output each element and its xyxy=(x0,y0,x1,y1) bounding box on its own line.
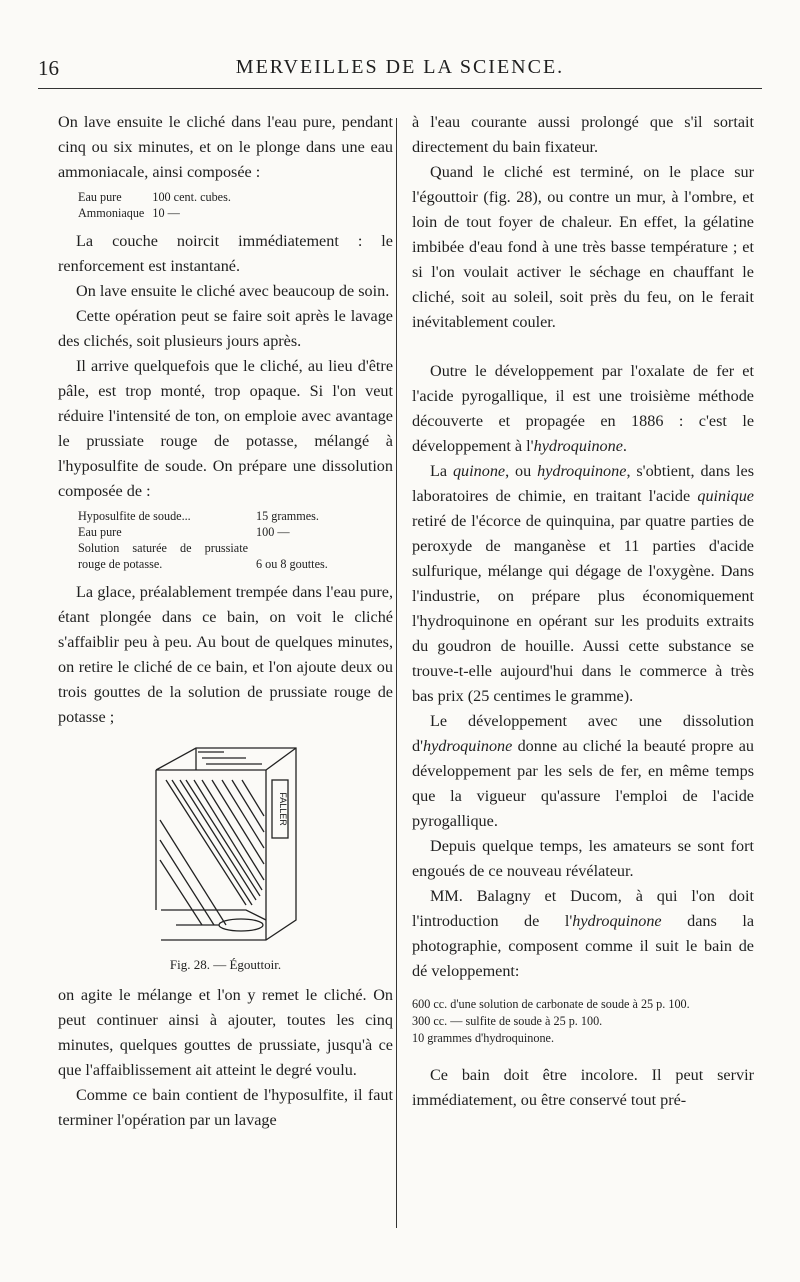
header-rule xyxy=(38,88,762,89)
paragraph: Cette opération peut se faire soit après le lavage des clichés, soit plusieurs jours après. xyxy=(58,307,393,350)
text-run: La xyxy=(430,462,453,480)
paragraph: Depuis quelque temps, les amateurs se sont fort engoués de ce nouveau révélateur. xyxy=(412,837,754,880)
paragraph: à l'eau courante aussi prolongé que s'il sortait directement du bain fixateur. xyxy=(412,113,754,156)
text-run: Outre le développement par l'oxalate de fer et l'acide pyrogallique, il est une troisième méthode découverte et propagée en 1886 : c'est le développement à l' xyxy=(412,362,754,455)
text-run: MM. Balagny et Ducom, à qui l'on doit l'introduction de l' xyxy=(412,887,754,930)
running-title: MERVEILLES DE LA SCIENCE. xyxy=(235,56,565,78)
recipe-ingredient: Eau pure xyxy=(78,190,122,204)
recipe-quantity: 6 ou 8 gouttes. xyxy=(256,557,328,571)
paragraph: La glace, préalablement trempée dans l'eau pure, étant plongée dans ce bain, on voit le cliché s'affaiblir peu à peu. Au bout de quelques minutes, on retire le cliché de ce bain, et l'on ajoute deux ou trois gouttes de la solution de prussiate rouge de potasse ; xyxy=(58,583,393,726)
text-run: dans la photographie, composent comme il suit le bain de dé veloppement: xyxy=(412,912,755,980)
recipe-ingredient: Eau pure xyxy=(78,525,122,539)
recipe-quantity: 15 grammes. xyxy=(256,509,319,523)
paragraph: Comme ce bain contient de l'hyposulfite, il faut terminer l'opération par un lavage xyxy=(58,1086,393,1129)
text-run: , s'obtient, dans les laboratoires de chimie, en traitant l'acide xyxy=(412,462,754,505)
recipe-quantity: 100 cent. cubes. xyxy=(152,190,231,204)
figure-caption: Fig. 28. — Égouttoir. xyxy=(169,957,282,972)
recipe-row xyxy=(78,508,328,524)
paragraph xyxy=(412,359,754,459)
paragraph xyxy=(412,884,754,984)
italic-term: quinone xyxy=(452,462,506,480)
text-run: , ou xyxy=(505,462,538,480)
recipe-quantity: 10 — xyxy=(152,206,180,220)
paragraph: Quand le cliché est terminé, on le place sur l'égouttoir (fig. 28), ou contre un mur, à l'ombre, et loin de tout foyer de chaleur. En effet, la gélatine imbibée d'eau fond à une très basse température ; et si l'on voulait activer le séchage en chauffant le cliché, soit au soleil, soit près du feu, on le ferait inévitablement couler. xyxy=(412,163,754,331)
paragraph: On lave ensuite le cliché dans l'eau pure, pendant cinq ou six minutes, et on le plonge dans une eau ammoniacale, ainsi composée : xyxy=(58,113,393,181)
recipe-row xyxy=(78,189,231,205)
left-column xyxy=(58,110,393,1133)
recipe-ingredient: Solution saturée de prussiate rouge de potasse. xyxy=(78,541,248,571)
paragraph: On lave ensuite le cliché avec beaucoup de soin. xyxy=(76,282,390,300)
column-divider xyxy=(396,118,397,1228)
formula-line: 10 grammes d'hydroquinone. xyxy=(412,1031,554,1045)
recipe-ingredient: Ammoniaque xyxy=(78,206,145,220)
paragraph: on agite le mélange et l'on y remet le cliché. On peut continuer ainsi à ajouter, toutes les cinq minutes, quelques gouttes de prussiate, jusqu'à ce que l'affaiblissement ait atteint le degré voulu. xyxy=(58,986,393,1079)
text-run: retiré de l'écorce de quinquina, par quatre parties de peroxyde de manganèse et 11 parties d'acide sulfurique, mélange qui dégage de l'oxygène. Dans l'industrie, on prépare plus économiquement l'hydroquinone en opérant sur les produits extraits du goudron de houille. Aussi cette substance se trouve-t-elle aujourd'hui dans le commerce à très bas prix (25 centimes le gramme). xyxy=(412,512,754,705)
paragraph xyxy=(412,709,754,834)
italic-term: hydroquinone xyxy=(537,462,627,480)
paragraph xyxy=(412,459,754,709)
page-header xyxy=(38,56,762,86)
figure-label: FALLER xyxy=(277,792,288,826)
recipe-row xyxy=(78,205,231,221)
formula-line: 600 cc. d'une solution de carbonate de soude à 25 p. 100. xyxy=(412,997,690,1011)
text-run: donne au cliché la beauté propre au développement par les sels de fer, en même temps que la vigueur qu'assure l'emploi de l'acide pyrogallique. xyxy=(412,737,754,830)
recipe-ammonia xyxy=(78,189,231,221)
recipe-ingredient: Hyposulfite de soude... xyxy=(78,509,191,523)
developer-formula xyxy=(412,996,754,1047)
page-number: 16 xyxy=(38,56,59,80)
recipe-reducer xyxy=(78,508,328,572)
right-column xyxy=(412,110,754,1113)
italic-term: hydroquinone xyxy=(423,737,513,755)
figure-egouttoir xyxy=(58,740,393,977)
italic-term: quinique xyxy=(697,487,754,505)
italic-term: hydroquinone xyxy=(572,912,662,930)
text-run: . xyxy=(622,437,627,455)
paragraph: Ce bain doit être incolore. Il peut servir immédiatement, ou être conservé tout pré- xyxy=(412,1066,754,1109)
paragraph: Il arrive quelquefois que le cliché, au lieu d'être pâle, est trop monté, trop opaque. Si l'on veut réduire l'intensité de ton, on emploie avec avantage le prussiate rouge de potasse, mélangé à l'hyposulfite de soude. On prépare une dissolution composée de : xyxy=(58,357,393,500)
recipe-row xyxy=(78,524,328,540)
paragraph: La couche noircit immédiatement : le renforcement est instantané. xyxy=(58,232,393,275)
text-run: Le développement avec une dissolution d' xyxy=(412,712,754,755)
recipe-row xyxy=(78,540,328,572)
recipe-quantity: 100 — xyxy=(256,525,290,539)
formula-line: 300 cc. — sulfite de soude à 25 p. 100. xyxy=(412,1014,603,1028)
drying-rack-illustration xyxy=(136,740,316,950)
italic-term: hydroquinone xyxy=(533,437,623,455)
